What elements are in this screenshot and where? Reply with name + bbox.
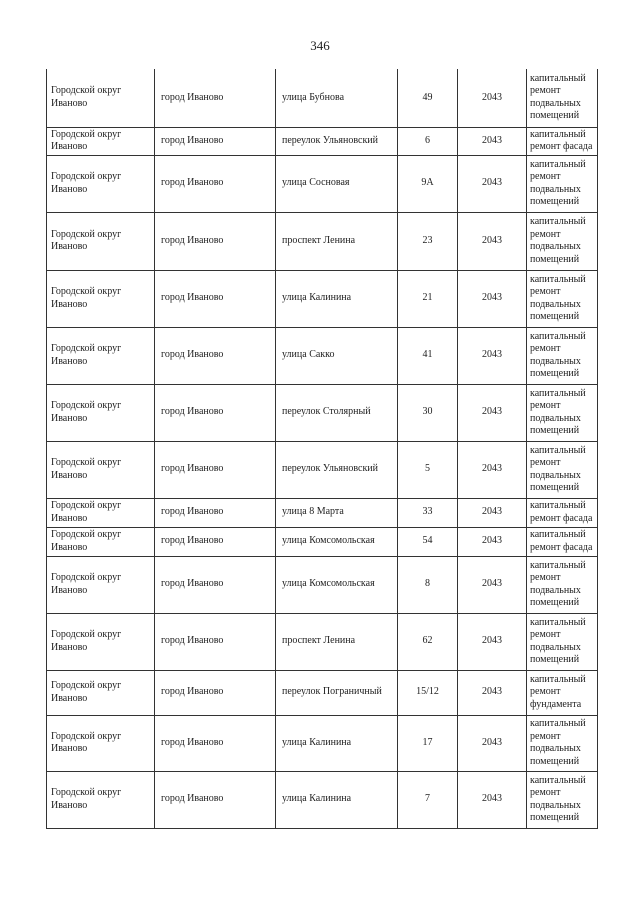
district-cell: Городской округ Иваново — [47, 384, 155, 441]
work-type-cell: капитальный ремонт подвальных помещений — [527, 327, 598, 384]
table-row — [47, 270, 598, 327]
table-row — [47, 212, 598, 270]
year-cell: 2043 — [458, 613, 527, 670]
street-cell: улица 8 Марта — [276, 498, 398, 527]
district-cell: Городской округ Иваново — [47, 527, 155, 556]
street-cell: улица Комсомольская — [276, 527, 398, 556]
district-cell: Городской округ Иваново — [47, 670, 155, 715]
street-cell: улица Сакко — [276, 327, 398, 384]
year-cell: 2043 — [458, 155, 527, 212]
house-number-cell: 21 — [398, 270, 458, 327]
district-cell: Городской округ Иваново — [47, 556, 155, 613]
house-number-cell: 33 — [398, 498, 458, 527]
street-cell: проспект Ленина — [276, 613, 398, 670]
house-number-cell: 15/12 — [398, 670, 458, 715]
district-cell: Городской округ Иваново — [47, 212, 155, 270]
district-cell: Городской округ Иваново — [47, 69, 155, 127]
work-type-cell: капитальный ремонт фасада — [527, 527, 598, 556]
table-row — [47, 613, 598, 670]
work-type-cell: капитальный ремонт подвальных помещений — [527, 441, 598, 498]
year-cell: 2043 — [458, 498, 527, 527]
work-type-cell: капитальный ремонт подвальных помещений — [527, 384, 598, 441]
street-cell: улица Комсомольская — [276, 556, 398, 613]
year-cell: 2043 — [458, 327, 527, 384]
year-cell: 2043 — [458, 212, 527, 270]
city-cell: город Иваново — [155, 670, 276, 715]
table-row — [47, 155, 598, 212]
year-cell: 2043 — [458, 670, 527, 715]
house-number-cell: 41 — [398, 327, 458, 384]
year-cell: 2043 — [458, 270, 527, 327]
street-cell: переулок Пограничный — [276, 670, 398, 715]
house-number-cell: 23 — [398, 212, 458, 270]
repair-schedule-table — [46, 69, 598, 829]
work-type-cell: капитальный ремонт подвальных помещений — [527, 270, 598, 327]
table-row — [47, 327, 598, 384]
city-cell: город Иваново — [155, 69, 276, 127]
city-cell: город Иваново — [155, 270, 276, 327]
year-cell: 2043 — [458, 69, 527, 127]
district-cell: Городской округ Иваново — [47, 771, 155, 828]
house-number-cell: 8 — [398, 556, 458, 613]
house-number-cell: 54 — [398, 527, 458, 556]
year-cell: 2043 — [458, 527, 527, 556]
house-number-cell: 9А — [398, 155, 458, 212]
table-row — [47, 556, 598, 613]
page-number: 346 — [310, 38, 330, 53]
year-cell: 2043 — [458, 384, 527, 441]
house-number-cell: 30 — [398, 384, 458, 441]
city-cell: город Иваново — [155, 212, 276, 270]
work-type-cell: капитальный ремонт фундамента — [527, 670, 598, 715]
district-cell: Городской округ Иваново — [47, 613, 155, 670]
district-cell: Городской округ Иваново — [47, 715, 155, 771]
work-type-cell: капитальный ремонт подвальных помещений — [527, 613, 598, 670]
table-row — [47, 771, 598, 828]
district-cell: Городской округ Иваново — [47, 155, 155, 212]
city-cell: город Иваново — [155, 613, 276, 670]
street-cell: переулок Ульяновский — [276, 441, 398, 498]
work-type-cell: капитальный ремонт подвальных помещений — [527, 556, 598, 613]
house-number-cell: 17 — [398, 715, 458, 771]
table-row — [47, 69, 598, 127]
district-cell: Городской округ Иваново — [47, 498, 155, 527]
year-cell: 2043 — [458, 127, 527, 155]
work-type-cell: капитальный ремонт подвальных помещений — [527, 212, 598, 270]
table-row — [47, 384, 598, 441]
city-cell: город Иваново — [155, 327, 276, 384]
house-number-cell: 7 — [398, 771, 458, 828]
street-cell: улица Калинина — [276, 715, 398, 771]
district-cell: Городской округ Иваново — [47, 441, 155, 498]
city-cell: город Иваново — [155, 715, 276, 771]
year-cell: 2043 — [458, 441, 527, 498]
house-number-cell: 62 — [398, 613, 458, 670]
street-cell: улица Сосновая — [276, 155, 398, 212]
street-cell: улица Калинина — [276, 270, 398, 327]
street-cell: улица Калинина — [276, 771, 398, 828]
table-row — [47, 715, 598, 771]
house-number-cell: 6 — [398, 127, 458, 155]
district-cell: Городской округ Иваново — [47, 127, 155, 155]
city-cell: город Иваново — [155, 384, 276, 441]
city-cell: город Иваново — [155, 556, 276, 613]
house-number-cell: 5 — [398, 441, 458, 498]
city-cell: город Иваново — [155, 441, 276, 498]
city-cell: город Иваново — [155, 155, 276, 212]
city-cell: город Иваново — [155, 498, 276, 527]
work-type-cell: капитальный ремонт подвальных помещений — [527, 69, 598, 127]
work-type-cell: капитальный ремонт фасада — [527, 127, 598, 155]
table-row — [47, 127, 598, 155]
city-cell: город Иваново — [155, 127, 276, 155]
work-type-cell: капитальный ремонт подвальных помещений — [527, 155, 598, 212]
year-cell: 2043 — [458, 771, 527, 828]
district-cell: Городской округ Иваново — [47, 327, 155, 384]
house-number-cell: 49 — [398, 69, 458, 127]
table-row — [47, 498, 598, 527]
street-cell: переулок Столярный — [276, 384, 398, 441]
table-row — [47, 670, 598, 715]
year-cell: 2043 — [458, 556, 527, 613]
street-cell: улица Бубнова — [276, 69, 398, 127]
work-type-cell: капитальный ремонт фасада — [527, 498, 598, 527]
work-type-cell: капитальный ремонт подвальных помещений — [527, 771, 598, 828]
table-row — [47, 441, 598, 498]
district-cell: Городской округ Иваново — [47, 270, 155, 327]
table-row — [47, 527, 598, 556]
city-cell: город Иваново — [155, 771, 276, 828]
city-cell: город Иваново — [155, 527, 276, 556]
work-type-cell: капитальный ремонт подвальных помещений — [527, 715, 598, 771]
street-cell: переулок Ульяновский — [276, 127, 398, 155]
year-cell: 2043 — [458, 715, 527, 771]
street-cell: проспект Ленина — [276, 212, 398, 270]
